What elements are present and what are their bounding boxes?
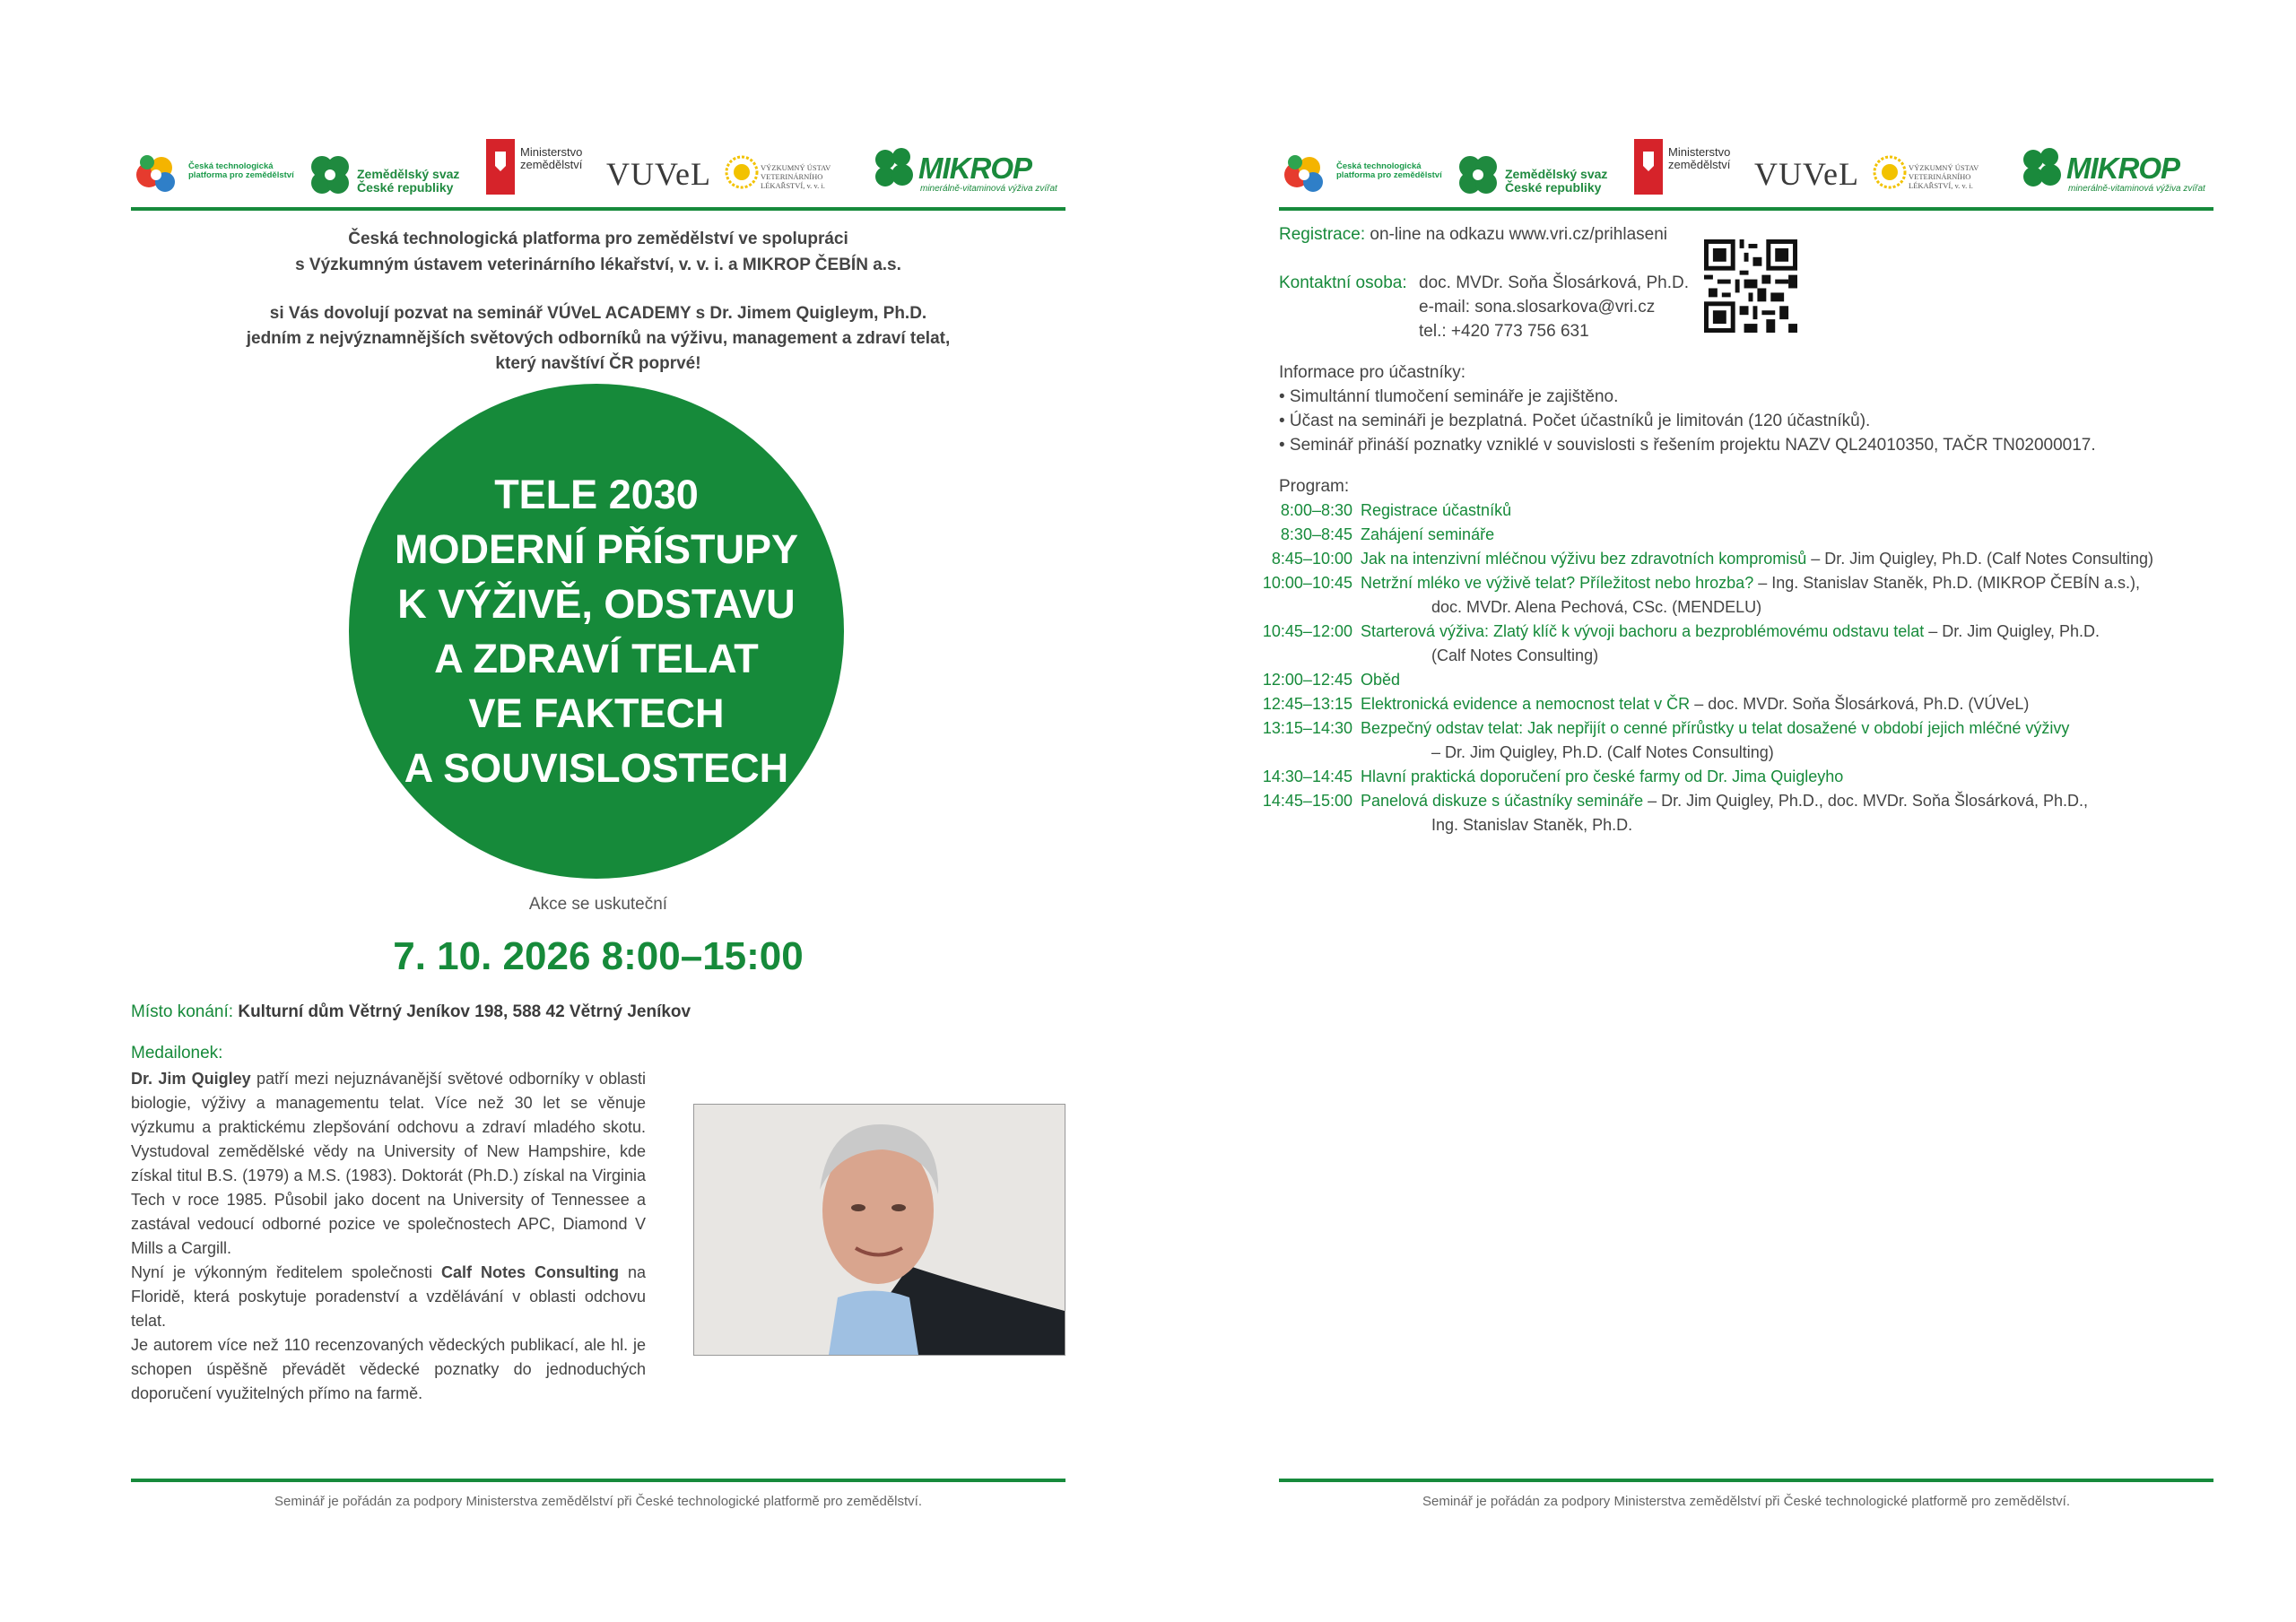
ministry-emblem-icon bbox=[1634, 139, 1663, 195]
intro-line-4: jedním z nejvýznamnějších světových odborníků na výživu, management a zdraví telat, bbox=[246, 329, 951, 348]
info-item: • Účast na semináři je bezplatná. Počet účastníků je limitován (120 účastníků). bbox=[1279, 412, 1871, 430]
program-item bbox=[1361, 550, 2153, 568]
intro-line-2: s Výzkumným ústavem veterinárního lékařství, v. v. i. a MIKROP ČEBÍN a.s. bbox=[295, 256, 901, 274]
event-note: Akce se uskuteční bbox=[528, 895, 668, 914]
mikrop-logo-text: MIKROP bbox=[918, 152, 1031, 185]
intro-line-1: Česká technologická platforma pro zemědělství ve spolupráci bbox=[348, 230, 848, 248]
program-heading: Program: bbox=[1279, 477, 1350, 496]
ctp-logo bbox=[1279, 139, 1449, 204]
program-time: 12:45–13:15 bbox=[1262, 695, 1352, 713]
program-item bbox=[1361, 719, 2069, 738]
program-item bbox=[1361, 695, 2029, 714]
title-line: VE FAKTECH bbox=[468, 690, 725, 736]
program-time: 8:45–10:00 bbox=[1271, 550, 1352, 568]
program-speakers: – doc. MVDr. Soňa Šlosárková, Ph.D. (VÚVeL) bbox=[1690, 695, 2030, 713]
program-time: 14:30–14:45 bbox=[1262, 768, 1352, 785]
ctp-logo-icon bbox=[1279, 148, 1329, 198]
speaker-portrait-image bbox=[694, 1105, 1065, 1355]
header-rule bbox=[131, 207, 1065, 211]
contact-phone: tel.: +420 773 756 631 bbox=[1419, 322, 1589, 341]
bio-company: Calf Notes Consulting bbox=[441, 1263, 619, 1281]
footer-rule bbox=[1279, 1479, 2213, 1482]
logo-bar bbox=[1279, 139, 2213, 204]
program-speakers: – Dr. Jim Quigley, Ph.D. (Calf Notes Consulting) bbox=[1431, 743, 1774, 761]
ministry-emblem-icon bbox=[486, 139, 515, 195]
program-item bbox=[1361, 792, 2088, 811]
program-item bbox=[1431, 646, 1598, 665]
vuvel-logo-subtext: VÝZKUMNÝ ÚSTAV VETERINÁRNÍHO LÉKAŘSTVÍ, v. v. i. bbox=[1909, 163, 1979, 190]
zs-logo-text: Zemědělský svaz České republiky bbox=[357, 167, 460, 195]
program-title: Panelová diskuze s účastníky semináře bbox=[1361, 792, 1644, 810]
footer-note: Seminář je pořádán za podpory Ministerstva zemědělství při České technologické platformě pro zemědělství. bbox=[1422, 1494, 2070, 1509]
vuvel-logo-text: VUVeL bbox=[1754, 156, 1859, 192]
mikrop-mark-icon bbox=[872, 146, 917, 191]
mikrop-logo-subtext: minerálně-vitaminová výživa zvířat bbox=[2068, 184, 2205, 194]
program-time: 8:30–8:45 bbox=[1280, 525, 1352, 543]
bio-paragraph-2a: Nyní je výkonným ředitelem společnosti bbox=[131, 1263, 433, 1281]
bio-paragraph-2b: na Floridě, která poskytuje poradenství a vzdělávání v oblasti odchovu telat. bbox=[131, 1263, 646, 1330]
program-speakers: – Dr. Jim Quigley, Ph.D. (Calf Notes Consulting) bbox=[1806, 550, 2154, 568]
mz-logo-text: Ministerstvo zemědělství bbox=[1668, 145, 1731, 172]
bio-paragraph-1: patří mezi nejuznávanější světové odborníky v oblasti biologie, výživy a managementu telat. Více než 30 let se věnuje výzkumu a praktickému zlepšování odchovu a zdraví mladého skotu. Vystudoval zemědělské vědy na University of New Hampshire, kde získal titul B.S. (1979) a M.S. (1983). Doktorát (Ph.D.) získal na Virginia Tech v roce 1985. Působil jako docent na University of Tennessee a zastával vedoucí odborné pozice ve společnostech APC, Diamond V Mills a Cargill. bbox=[131, 1070, 646, 1257]
logo-bar bbox=[131, 139, 1065, 204]
program-title: Bezpečný odstav telat: Jak nepřijít o cenné přírůstky u telat dosažené v období jejich mléčné výživy bbox=[1361, 719, 2070, 737]
title-circle bbox=[349, 384, 844, 879]
program-speakers: doc. MVDr. Alena Pechová, CSc. (MENDELU) bbox=[1431, 598, 1762, 616]
program-speakers: – Dr. Jim Quigley, Ph.D. bbox=[1924, 622, 2100, 640]
mz-logo bbox=[1634, 139, 1760, 204]
zs-logo-text: Zemědělský svaz České republiky bbox=[1505, 167, 1608, 195]
bio-name: Dr. Jim Quigley bbox=[131, 1070, 251, 1088]
footer-rule bbox=[131, 1479, 1065, 1482]
event-date: 7. 10. 2026 8:00–15:00 bbox=[393, 934, 804, 978]
program-title: Oběd bbox=[1361, 671, 1401, 689]
intro-line-3: si Vás dovolují pozvat na seminář VÚVeL ACADEMY s Dr. Jimem Quigleym, Ph.D. bbox=[269, 304, 927, 323]
program-item bbox=[1361, 501, 1511, 520]
vuvel-logo-text: VUVeL bbox=[606, 156, 711, 192]
venue bbox=[131, 1002, 691, 1022]
mikrop-logo-subtext: minerálně-vitaminová výživa zvířat bbox=[920, 184, 1057, 194]
program-item bbox=[1361, 671, 1400, 690]
bio-text bbox=[131, 1067, 646, 1406]
program-time: 10:00–10:45 bbox=[1262, 574, 1352, 592]
bio-heading: Medailonek: bbox=[131, 1044, 223, 1063]
zs-logo bbox=[1455, 139, 1634, 204]
contact-name: doc. MVDr. Soňa Šlosárková, Ph.D. bbox=[1419, 273, 1689, 292]
program-title: Registrace účastníků bbox=[1361, 501, 1512, 519]
mz-logo-text: Ministerstvo zemědělství bbox=[520, 145, 583, 172]
title-line: MODERNÍ PŘÍSTUPY bbox=[394, 526, 799, 572]
program-time: 14:45–15:00 bbox=[1262, 792, 1352, 810]
venue-value: Kulturní dům Větrný Jeníkov 198, 588 42 Větrný Jeníkov bbox=[238, 1002, 691, 1021]
program-title: Starterová výživa: Zlatý klíč k vývoji bachoru a bezproblémovému odstavu telat bbox=[1361, 622, 1925, 640]
program-item bbox=[1361, 574, 2140, 593]
registration-link[interactable]: on-line na odkazu www.vri.cz/prihlaseni bbox=[1370, 225, 1667, 244]
mz-logo bbox=[486, 139, 612, 204]
info-item: • Seminář přináší poznatky vzniklé v souvislosti s řešením projektu NAZV QL24010350, TAČR TN02000017. bbox=[1279, 436, 2096, 455]
footer-note: Seminář je pořádán za podpory Ministerstva zemědělství při České technologické platformě pro zemědělství. bbox=[274, 1494, 922, 1509]
contact-label: Kontaktní osoba: bbox=[1279, 273, 1407, 292]
header-rule bbox=[1279, 207, 2213, 211]
clover-icon bbox=[307, 152, 353, 198]
title-line: K VÝŽIVĚ, ODSTAVU bbox=[397, 581, 796, 627]
program-item bbox=[1361, 525, 1494, 544]
zs-logo bbox=[307, 139, 486, 204]
registration-label: Registrace: bbox=[1279, 225, 1366, 244]
mikrop-logo bbox=[872, 139, 1065, 204]
program-title: Elektronická evidence a nemocnost telat v ČR bbox=[1361, 695, 1691, 713]
intro-line-5: který navštíví ČR poprvé! bbox=[495, 354, 701, 373]
program-item bbox=[1431, 743, 1774, 762]
program-item bbox=[1431, 816, 1632, 835]
mikrop-logo bbox=[2020, 139, 2213, 204]
page-right bbox=[1148, 0, 2296, 1622]
program-item bbox=[1431, 598, 1761, 617]
program-title: Jak na intenzivní mléčnou výživu bez zdravotních kompromisů bbox=[1361, 550, 1807, 568]
qr-code-icon[interactable] bbox=[1704, 239, 1797, 333]
mikrop-mark-icon bbox=[2020, 146, 2065, 191]
ctp-logo-icon bbox=[131, 148, 181, 198]
vuvel-logo-subtext: VÝZKUMNÝ ÚSTAV VETERINÁRNÍHO LÉKAŘSTVÍ, v. v. i. bbox=[761, 163, 831, 190]
mikrop-logo-text: MIKROP bbox=[2066, 152, 2179, 185]
vuvel-logo bbox=[606, 139, 866, 204]
bio-paragraph-3: Je autorem více než 110 recenzovaných vědeckých publikací, ale hl. je schopen úspěšně převádět vědecké poznatky do jednoduchých doporučení využitelných přímo na farmě. bbox=[131, 1336, 646, 1402]
program-time: 8:00–8:30 bbox=[1280, 501, 1352, 519]
program-title: Netržní mléko ve výživě telat? Příležitost nebo hrozba? bbox=[1361, 574, 1754, 592]
program-speakers: – Dr. Jim Quigley, Ph.D., doc. MVDr. Soňa Šlosárková, Ph.D., bbox=[1643, 792, 2089, 810]
title-line: A ZDRAVÍ TELAT bbox=[434, 636, 759, 681]
program-title: Hlavní praktická doporučení pro české farmy od Dr. Jima Quigleyho bbox=[1361, 768, 1844, 785]
program-title: Zahájení semináře bbox=[1361, 525, 1495, 543]
ctp-logo bbox=[131, 139, 301, 204]
contact-email[interactable]: e-mail: sona.slosarkova@vri.cz bbox=[1419, 298, 1656, 317]
registration bbox=[1279, 225, 1667, 245]
vuvel-logo bbox=[1754, 139, 2014, 204]
title-line: A SOUVISLOSTECH bbox=[404, 745, 789, 791]
ctp-logo-text: Česká technologická platforma pro zemědělství bbox=[1336, 161, 1442, 181]
sun-icon bbox=[725, 155, 759, 189]
program-speakers: – Ing. Stanislav Staněk, Ph.D. (MIKROP ČEBÍN a.s.), bbox=[1753, 574, 2141, 592]
speaker-photo bbox=[693, 1104, 1065, 1356]
info-heading: Informace pro účastníky: bbox=[1279, 363, 1466, 382]
program-time: 10:45–12:00 bbox=[1262, 622, 1352, 640]
program-item bbox=[1361, 622, 2100, 641]
program-speakers: Ing. Stanislav Staněk, Ph.D. bbox=[1431, 816, 1633, 834]
title-line: TELE 2030 bbox=[494, 472, 699, 517]
info-item: • Simultánní tlumočení semináře je zajištěno. bbox=[1279, 387, 1619, 406]
program-time: 13:15–14:30 bbox=[1262, 719, 1352, 737]
program-time: 12:00–12:45 bbox=[1262, 671, 1352, 689]
clover-icon bbox=[1455, 152, 1501, 198]
program-item bbox=[1361, 768, 1843, 786]
program-speakers: (Calf Notes Consulting) bbox=[1431, 646, 1599, 664]
venue-label: Místo konání: bbox=[131, 1002, 234, 1021]
ctp-logo-text: Česká technologická platforma pro zemědělství bbox=[188, 161, 294, 181]
sun-icon bbox=[1873, 155, 1907, 189]
